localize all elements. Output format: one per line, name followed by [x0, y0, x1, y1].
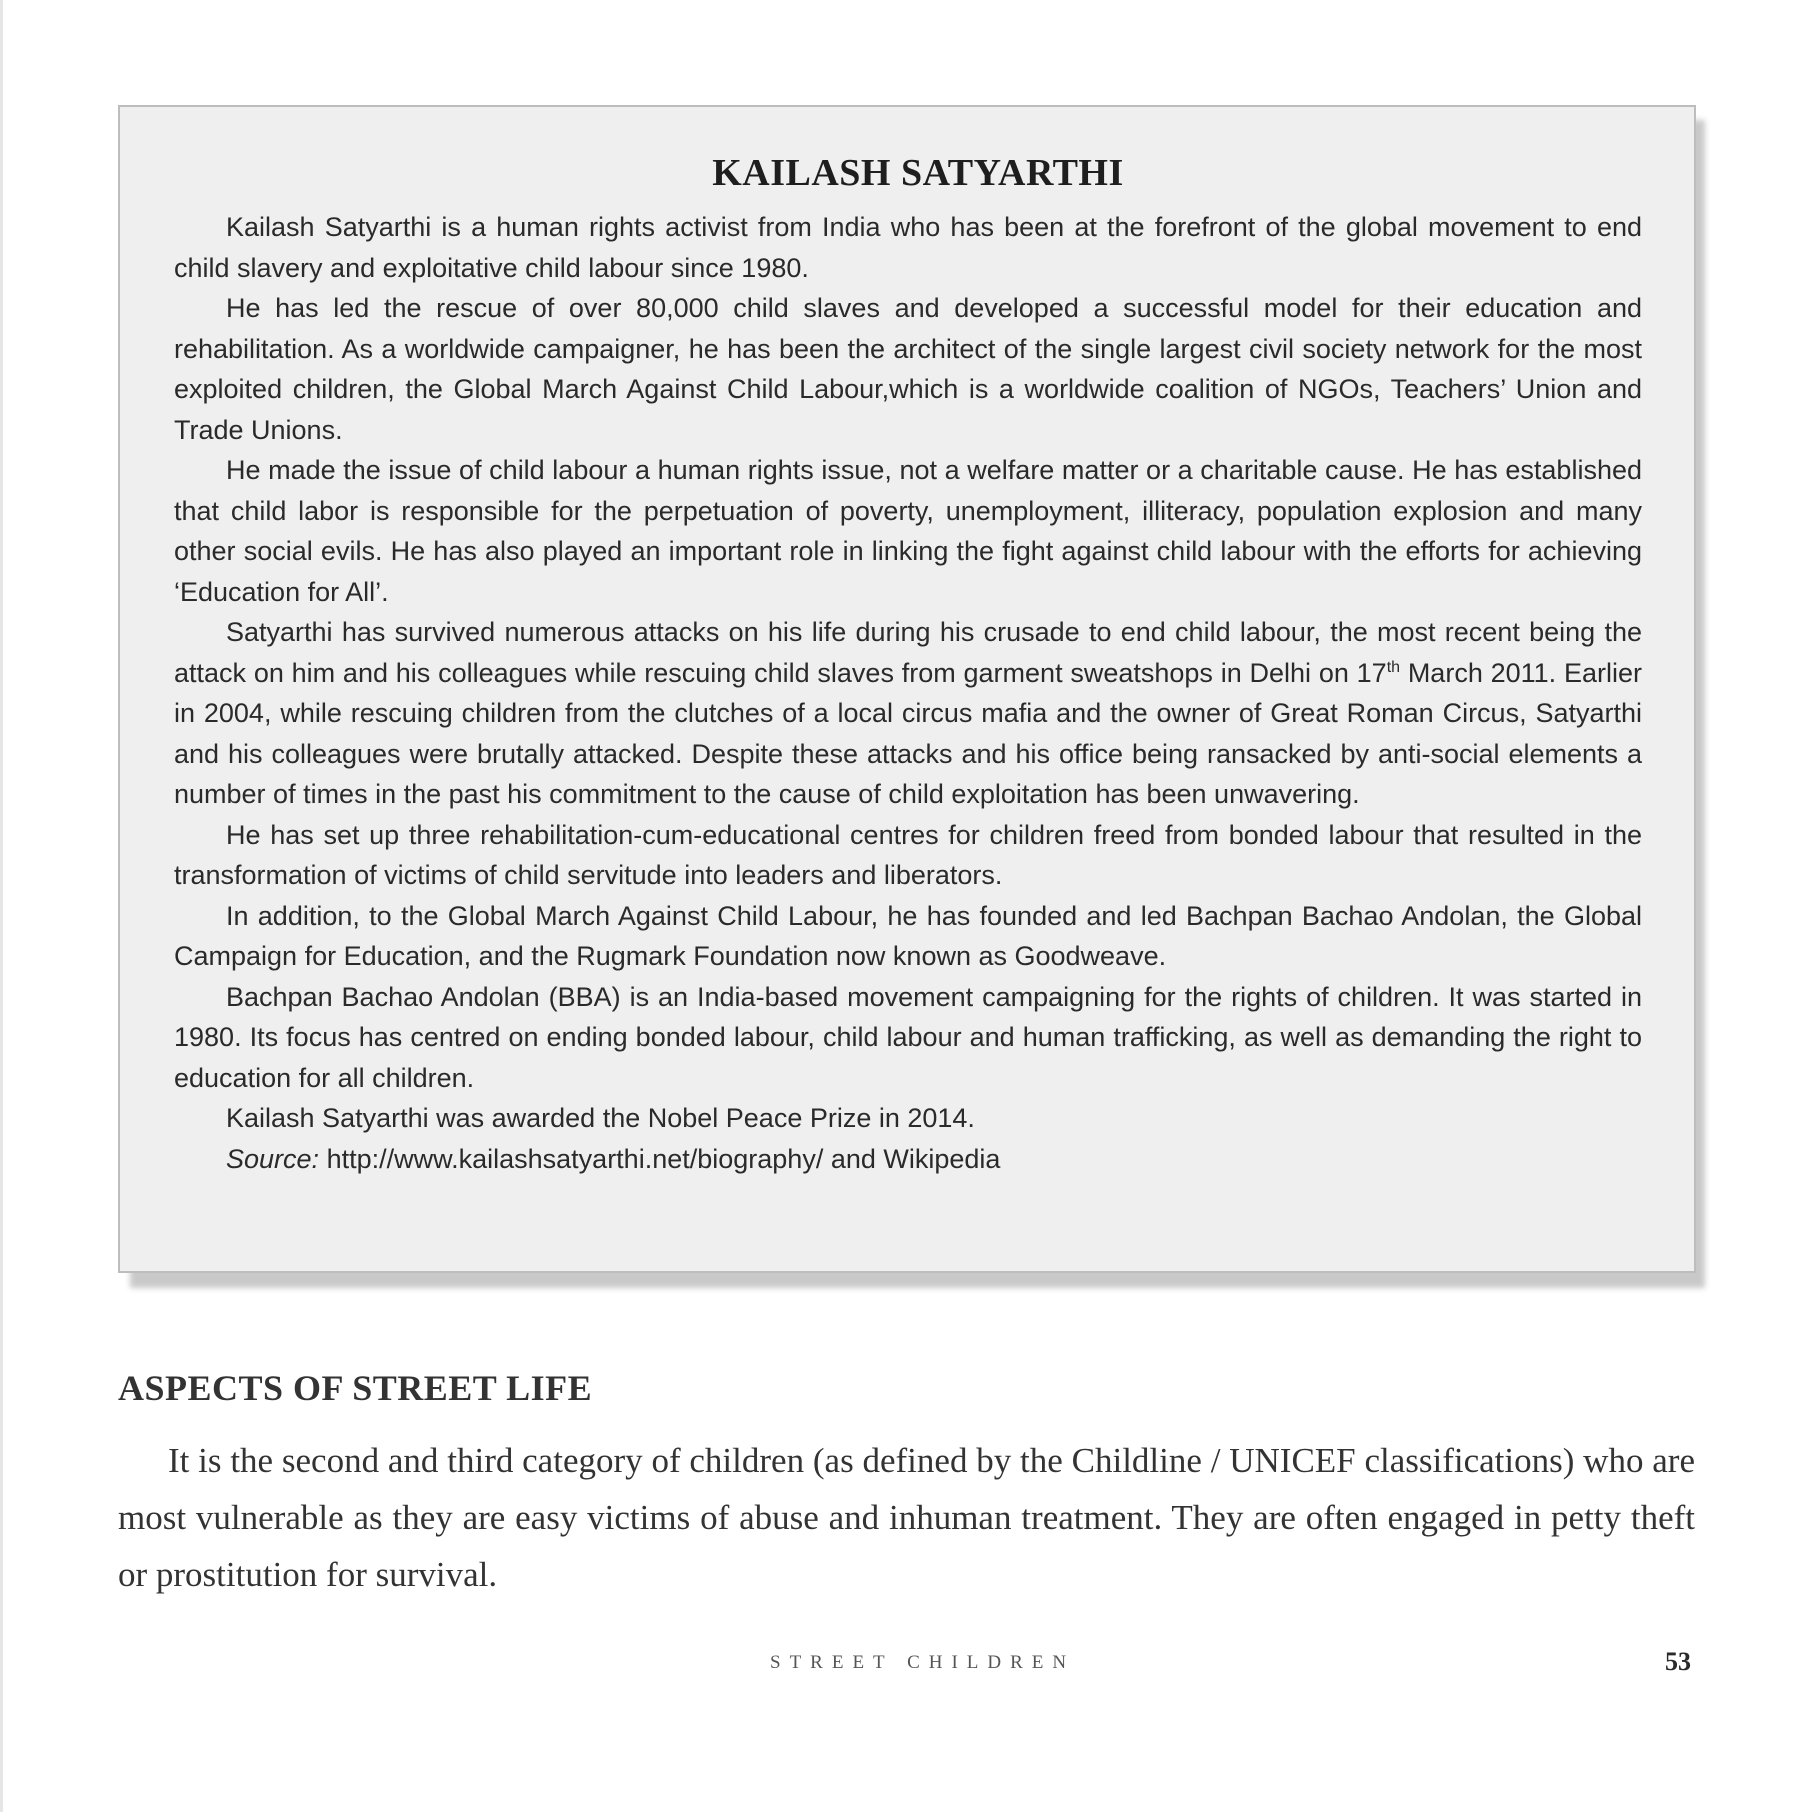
info-paragraph-part: March 2011. Earlier in 2004, while rescuing children from the clutches of a local circus mafia and the owner of Great Roman Circus, Satyarthi and his colleagues were brutally attacked. Despite these attacks and his office being ransacked by anti-social elements a number of times in the past his commitment to the cause of child exploitation has been unwavering.	[174, 657, 1642, 809]
info-box-title: KAILASH SATYARTHI	[712, 152, 1124, 194]
source-line	[174, 1139, 1642, 1180]
info-paragraph: In addition, to the Global March Against Child Labour, he has founded and led Bachpan Bachao Andolan, the Global Campaign for Education, and the Rugmark Foundation now known as Goodweave.	[174, 900, 1642, 971]
info-paragraph: He has led the rescue of over 80,000 child slaves and developed a successful model for their education and rehabilitation. As a worldwide campaigner, he has been the architect of the single largest civil society network for the most exploited children, the Global March Against Child Labour,which is a worldwide coalition of NGOs, Teachers’ Union and Trade Unions.	[174, 293, 1642, 445]
info-box	[118, 105, 1696, 1273]
info-paragraph-part: Satyarthi has survived numerous attacks on his life during his crusade to end child labour, the most recent being the attack on him and his colleagues while rescuing child slaves from garment sweatshops in Delhi on 17	[174, 617, 1642, 688]
info-paragraph: Kailash Satyarthi is a human rights activist from India who has been at the forefront of the global movement to end child slavery and exploitative child labour since 1980.	[174, 212, 1642, 283]
running-footer-title: STREET CHILDREN	[770, 1652, 1076, 1673]
info-paragraph: Bachpan Bachao Andolan (BBA) is an India-based movement campaigning for the rights of children. It was started in 1980. Its focus has centred on ending bonded labour, child labour and human trafficking, as well as demanding the right to education for all children.	[174, 981, 1642, 1093]
section-heading: ASPECTS OF STREET LIFE	[118, 1368, 593, 1408]
body-paragraph: It is the second and third category of children (as defined by the Childline / UNICEF classifications) who are most vulnerable as they are easy victims of abuse and inhuman treatment. They are often engaged in petty theft or prostitution for survival.	[118, 1441, 1695, 1594]
info-paragraph: Kailash Satyarthi was awarded the Nobel Peace Prize in 2014.	[226, 1103, 975, 1133]
page-number: 53	[1665, 1647, 1691, 1676]
info-paragraph: He has set up three rehabilitation-cum-educational centres for children freed from bonded labour that resulted in the transformation of victims of child servitude into leaders and liberators.	[174, 819, 1642, 890]
page-edge	[0, 0, 3, 1812]
info-paragraph: He made the issue of child labour a human rights issue, not a welfare matter or a charitable cause. He has established that child labor is responsible for the perpetuation of poverty, unemployment, illiteracy, population explosion and many other social evils. He has also played an important role in linking the fight against child labour with the efforts for achieving ‘Education for All’.	[174, 455, 1642, 607]
source-text: http://www.kailashsatyarthi.net/biography/ and Wikipedia	[319, 1143, 1001, 1174]
info-paragraph	[174, 612, 1642, 815]
source-label: Source:	[226, 1143, 320, 1174]
ordinal-superscript: th	[1386, 658, 1401, 676]
